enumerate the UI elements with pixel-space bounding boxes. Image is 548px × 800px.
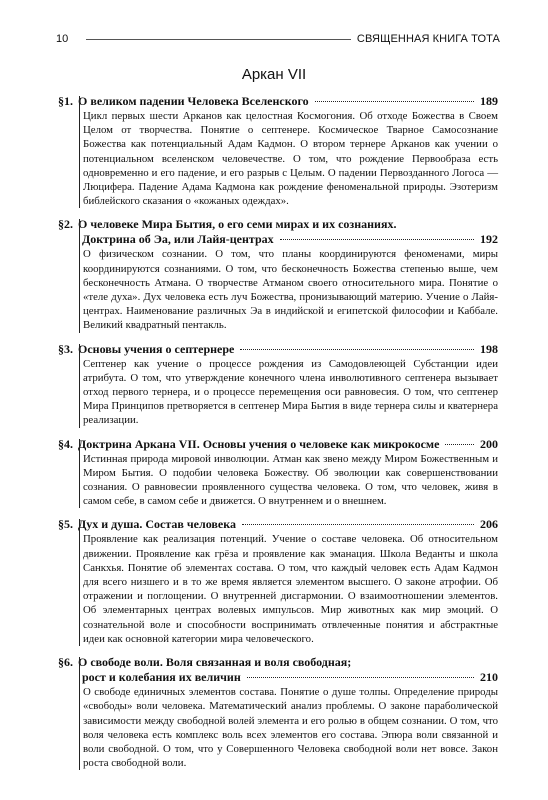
- section-number: §5.: [58, 517, 73, 532]
- section-description: Цикл первых шести Арканов как целостная Космогония. Об отходе Божества в Своем Целом от творчества. Понятие о септенере. Космическое Тварное Самосознание Божества как потенциальный Адам Кадмон. О втором тернере Арканов как учении о потенциальном вселенском человечестве. О том, что рождение Первообраза есть одновременно и его падение, и его разрыв с Целым. О падении Первозданного Логоса — Люцифера. Падение Адама Кадмона как рождение феноменальной природы. Эзотеризм библейского сказания о «кожаных одеждах».: [83, 110, 498, 208]
- toc-entry: [58, 437, 498, 509]
- arcana-title: Аркан VII: [241, 66, 307, 83]
- dot-leader: [315, 101, 474, 102]
- toc-entry: [58, 655, 498, 770]
- section-title: О свободе воли. Воля связанная и воля свободная;: [78, 655, 352, 670]
- section-heading-continued[interactable]: [78, 670, 498, 685]
- section-description: О физическом сознании. О том, что планы координируются феноменами, миры координируются сознаниями. О том, что бесконечность Божества степенью выше, чем бесконечность Атмана. О творчестве Атманом своего относительного мира. Понятие о «теле духа». Дух человека есть луч Божества, пронизывающий материю. Учение о Лайя-центрах. Наименование различных Эа в индийской и египетской философии и Каббале. Великий квадратный пентакль.: [83, 248, 498, 332]
- entry-side-rule: [79, 219, 80, 332]
- section-heading-continued[interactable]: [78, 232, 498, 247]
- section-heading[interactable]: [58, 342, 498, 357]
- section-page-ref: 192: [480, 232, 498, 247]
- section-number: §6.: [58, 655, 73, 670]
- entry-side-rule: [79, 344, 80, 428]
- toc-entry: [58, 342, 498, 428]
- dot-leader: [247, 677, 474, 678]
- section-heading[interactable]: [58, 437, 498, 452]
- section-page-ref: 206: [480, 517, 498, 532]
- section-heading[interactable]: [58, 517, 498, 532]
- toc-entry: [58, 217, 498, 332]
- table-of-contents: [58, 94, 498, 779]
- entry-side-rule: [79, 657, 80, 770]
- section-page-ref: 198: [480, 341, 498, 356]
- toc-entry: [58, 94, 498, 208]
- section-number: §4.: [58, 436, 73, 451]
- dot-leader: [445, 444, 474, 445]
- section-title: О великом падении Человека Вселенского: [78, 94, 309, 108]
- section-title: Доктрина Аркана VII. Основы учения о человеке как микрокосме: [78, 436, 440, 451]
- section-page-ref: 210: [480, 670, 498, 685]
- section-page-ref: 200: [480, 436, 498, 451]
- dot-leader: [240, 349, 474, 350]
- section-number: §1.: [58, 94, 73, 108]
- section-description: О свободе единичных элементов состава. Понятие о душе толпы. Определение природы «свободы» воли человека. Математический анализ проблемы. О законе параболической зависимости между свободной волей элемента и его ролью в общем сознании. О том, что воля человека есть комплекс воль всех элементов его состава. Эпюра воли связанной и воли свободной. О том, что у Совершенного Человека свободной воли нет вовсе. Закон роста свободной воли.: [83, 686, 498, 770]
- section-description: Истинная природа мировой инволюции. Атман как звено между Миром Божественным и Миром Бытия. О подобии человека Божеству. Об эволюции как совершенствовании сознания. О равновесии проявленного существа человека. О том, что человек, живя в самом себе, в самом себе и движется. О внутреннем и о внешнем.: [83, 452, 498, 508]
- page-number: 10: [56, 33, 69, 45]
- running-title: СВЯЩЕННАЯ КНИГА ТОТА: [356, 33, 500, 45]
- section-title: Основы учения о септернере: [78, 341, 235, 356]
- section-number: §3.: [58, 341, 73, 356]
- section-description: Проявление как реализация потенций. Учение о составе человека. Об относительном движении. Проявление как грёза и проявление как эманация. Школа Веданты и школа Санкхья. Понятие об элементах состава. О том, что каждый человек есть Адам Кадмон для всего низшего и в то же время является элементом высшего. О законе атрофии. Об отражении и поглощении. О внутренней дисгармонии. О взаимоотношении элементов. Об элементарных центрах волевых импульсов. Мир животных как мир эмоций. О сознательной воле и способности воспринимать отвлеченные понятия и абстрактные идеи как основной категории мира человеческого.: [83, 533, 498, 645]
- section-heading[interactable]: [58, 217, 498, 232]
- running-header: [56, 31, 500, 47]
- section-description: Септенер как учение о процессе рождения из Самодовлеющей Субстанции идеи атрибута. О том, что утверждение конечного члена инволютивного септенера вызывает отход первого тернера, и о процессе перемещения оси равновесия. О том, что септенер Мира Принципов претворяется в септенер Мира Бытия в виде тернера силы и кватернера реализации.: [83, 357, 498, 427]
- toc-entry: [58, 517, 498, 646]
- section-title: О человеке Мира Бытия, о его семи мирах и их сознаниях.: [78, 217, 397, 232]
- section-heading[interactable]: [58, 655, 498, 670]
- entry-side-rule: [79, 519, 80, 646]
- entry-side-rule: [79, 439, 80, 509]
- dot-leader: [242, 524, 474, 525]
- dot-leader: [280, 239, 474, 240]
- section-title-continued: Доктрина об Эа, или Лайя-центрах: [82, 232, 274, 247]
- header-rule: [86, 39, 351, 40]
- section-heading[interactable]: [58, 94, 498, 109]
- section-title: Дух и душа. Состав человека: [78, 517, 236, 532]
- section-page-ref: 189: [480, 94, 498, 108]
- section-title-continued: рост и колебания их величин: [82, 670, 241, 685]
- entry-side-rule: [79, 96, 80, 208]
- section-number: §2.: [58, 217, 73, 232]
